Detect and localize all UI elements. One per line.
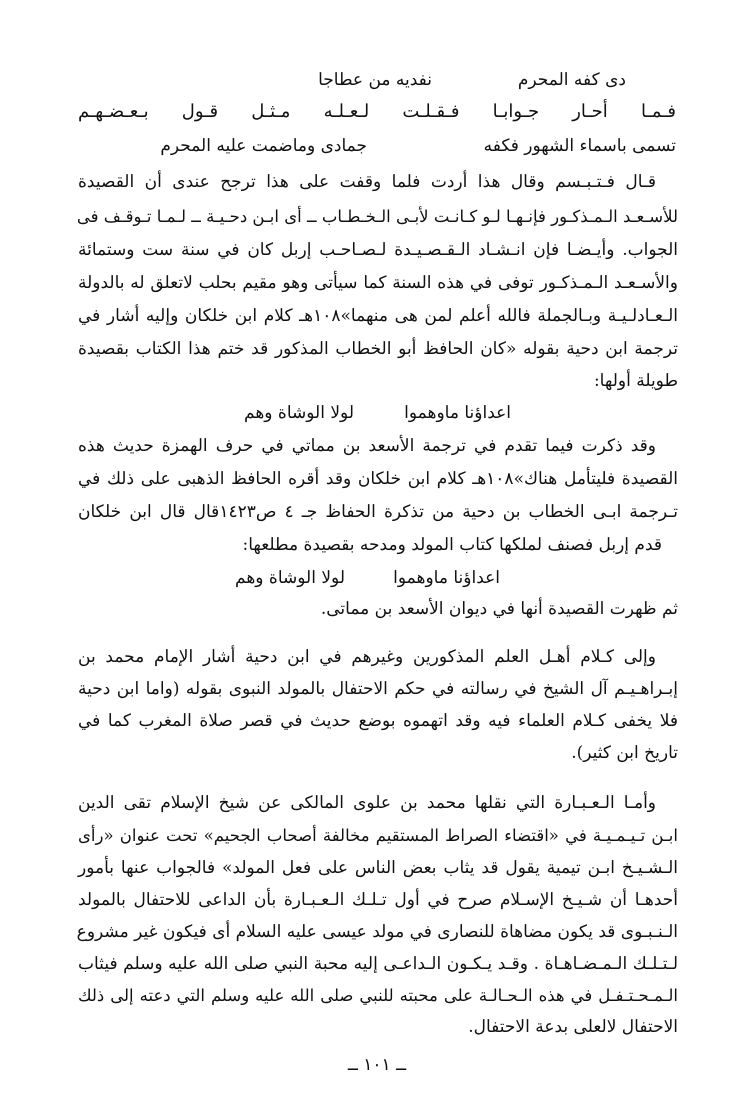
para2-line: وقد ذكرت فيما تقدم في ترجمة الأسعد بن مماتي في حرف الهمزة حديث هذه [78, 436, 656, 456]
para4-line: إبـراهـيـم آل الشيخ في رسالته في حكم الاحتفال بالمولد النبوى بقوله (واما ابن دحية [78, 679, 678, 699]
para1-line: والأسـعـد الـمـذكـور توفى في هذه السنة كما سيأتى وهو مقيم بحلب لاتعلق له بالدولة [78, 273, 678, 293]
poem1-line2: فـمـا أحـار جـوابـا فـقـلـت لـعـلـه مـثـل قـول بـعـضـهـم [78, 101, 676, 122]
para5-line: لـتـلـك الـمـضـاهـاة . وقـد يـكـون الـداعـى إليه محبة النبي صلى الله عليه وسلم فيثاب [78, 954, 678, 974]
verse2-right: لولا الوشاة وهم [235, 568, 345, 588]
para5-line: وأمـا الـعـبـارة التي نقلها محمد بن علوى المالكى عن شيخ الإسلام تقى الدين [78, 793, 656, 813]
para1-line: الجواب. وأيـضـا فإن انـشـاد الـقـصـيـدة لـصـاحـب إربل كان في سنة ست وستمائة [78, 240, 678, 260]
para5-line: الـنـبـوى قد يكون مضاهاة للنصارى في مولد عيسى عليه السلام أى فيكون غير مشروع [76, 922, 678, 942]
para1-line: الـعـادلـيـة وبـالجملة فالله أعلم لمن هى منهما»١٠٨هـ كلام ابن خلكان وإليه أشار في [78, 306, 678, 326]
verse2-left: اعداؤنا ماوهموا [393, 568, 500, 588]
poem1-line1-right: نفديه من عطاجا [318, 70, 432, 90]
para5-line: ابـن تـيـمـيـة في «اقتضاء الصراط المستقيم مخالفة أصحاب الجحيم» تحت عنوان «رأى [78, 826, 678, 845]
para5-line: الاحتفال لالعلى بدعة الاحتفال. [468, 1017, 678, 1037]
para2-line: تـرجمة ابـى الخطاب بن دحية من تذكرة الحفاظ جـ ٤ ص١٤٢٣قال قال ابن خلكان [78, 502, 678, 522]
para2-line: القصيدة فليتأمل هناك»١٠٨هـ كلام ابن خلكان وقد أقره الحافظ الذهبى على ذلك في [78, 469, 678, 489]
verse1-left: اعداؤنا ماوهموا [404, 403, 511, 423]
verse1-right: لولا الوشاة وهم [244, 403, 354, 423]
poem1-line3-right: تسمى باسماء الشهور فكفه [483, 136, 676, 156]
para5-line: أحدهـا أن شـيـخ الإسـلام صرح في أول تـلـك الـعـبـارة بأن الداعى للاحتفال بالمولد [78, 890, 678, 910]
para2-line: قدم إربل فصنف لملكها كتاب المولد ومدحه بقصيدة مطلعها: [242, 535, 662, 555]
para4-line: فلا يخفى كـلام العلماء فيه وقد اتهموه بوضع حديث في قصر صلاة المغرب كما في [78, 711, 678, 731]
para1-line: قـال فـتـبـسم وقال هذا أردت فلما وقفت على هذا ترجح عندى أن القصيدة [78, 172, 656, 192]
para1-line: للأسـعـد الـمـذكـور فإنـهـا لـو كـانـت لأبـى الـخـطـاب ــ أى ابـن دحـيـة ــ لـمـا تـوقـف فى [76, 207, 678, 226]
para1-line: ترجمة ابن دحية بقوله «كان الحافظ أبو الخطاب المذكور قد ختم هذا الكتاب بقصيدة [78, 339, 678, 359]
poem1-line3-left: جمادى وماضمت عليه المحرم [160, 136, 367, 156]
para5-line: الـمـحـتـفـل في هذه الـحـالـة على محبته للنبي صلى الله عليه وسلم التي دعته إلى ذلك [78, 986, 678, 1005]
para4-line: وإلى كـلام أهـل العلم المذكورين وغيرهم في ابن دحية أشار الإمام محمد بن [78, 647, 656, 667]
para5-line: الـشـيـخ ابـن تيمية يقول قد يثاب بعض الناس على فعل المولد» فالجواب عنها بأمور [78, 858, 678, 878]
page-number: ــ ١٠١ ــ [347, 1055, 407, 1075]
para1-line: طويلة أولها: [593, 371, 678, 391]
para4-line: تاريخ ابن كثير). [571, 743, 678, 763]
para3-line: ثم ظهرت القصيدة أنها في ديوان الأسعد بن مماتى. [320, 599, 678, 619]
poem1-line1-left: دى كفه المحرم [517, 70, 626, 90]
